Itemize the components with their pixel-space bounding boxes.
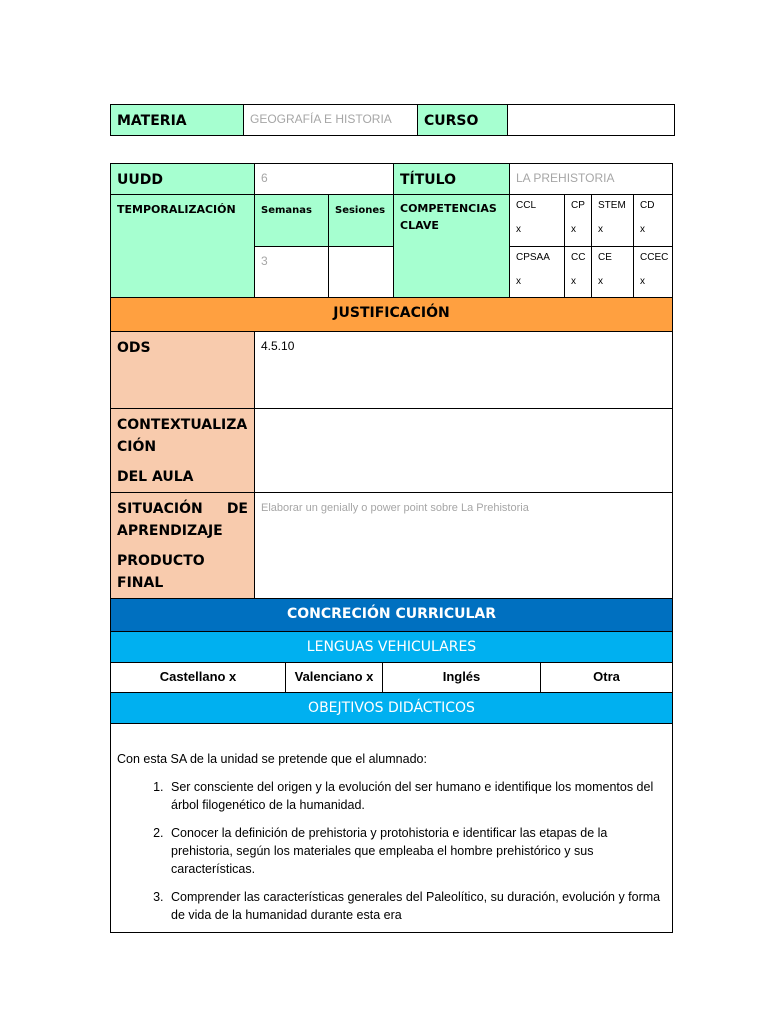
competencia-mark: x	[516, 276, 521, 287]
competencia-mark: x	[598, 276, 603, 287]
justificacion-heading-cell	[110, 297, 673, 332]
objetivo-item: 1. Ser consciente del origen y la evolución del ser humano e identifique los momentos del árbol filogenético de la humanidad.	[167, 778, 666, 814]
del-aula-label: DEL AULA	[117, 469, 194, 485]
contextualizacion-label: CONTEXTUALIZA	[117, 417, 248, 433]
objetivo-item: 3. Comprender las características generales del Paleolítico, su duración, evolución y forma de vida de la humanidad durante esta era	[167, 888, 666, 924]
competencia-mark: x	[571, 276, 576, 287]
situacion-value-cell	[254, 492, 673, 599]
titulo-value: LA PREHISTORIA	[516, 171, 615, 185]
competencia-mark: x	[640, 276, 645, 287]
aprendizaje-label: APRENDIZAJE	[117, 523, 223, 539]
competencias-label: COMPETENCIAS CLAVE	[400, 202, 497, 232]
competencia-code: CD	[640, 200, 655, 211]
contextualizacion-value-cell	[254, 408, 673, 493]
uudd-label: UUDD	[117, 172, 163, 188]
temporalizacion-label: TEMPORALIZACIÓN	[117, 203, 236, 216]
materia-value-cell	[243, 104, 418, 136]
competencia-cell	[509, 246, 565, 298]
competencia-cell	[564, 246, 592, 298]
sesiones-value-cell	[328, 246, 394, 298]
situacion-label: SITUACIÓN	[117, 501, 203, 517]
situacion-label-cell	[110, 492, 255, 599]
competencia-mark: x	[598, 224, 603, 235]
competencia-code: CCEC	[640, 252, 669, 263]
temporalizacion-label-cell	[110, 194, 255, 298]
lengua-cell	[110, 662, 286, 693]
competencia-cell	[633, 194, 673, 247]
lengua-cell	[540, 662, 673, 693]
lengua-cell	[382, 662, 541, 693]
lengua-otra: Otra	[593, 669, 620, 684]
competencia-cell	[564, 194, 592, 247]
objetivos-heading: OBEJTIVOS DIDÁCTICOS	[308, 700, 475, 716]
curso-label: CURSO	[424, 113, 479, 129]
materia-label: MATERIA	[117, 113, 187, 129]
objetivos-content-cell	[110, 723, 673, 933]
competencia-code: CP	[571, 200, 585, 211]
sesiones-label-cell	[328, 194, 394, 247]
objetivos-list	[117, 778, 666, 924]
lengua-castellano: Castellano x	[159, 669, 237, 684]
competencia-mark: x	[516, 224, 521, 235]
objetivo-item: 2. Conocer la definición de prehistoria y protohistoria e identificar las etapas de la prehistoria, según los materiales que empleaba el hombre prehistórico y sus características.	[167, 824, 666, 878]
semanas-label-cell	[254, 194, 329, 247]
uudd-value-cell	[254, 163, 394, 195]
objetivos-intro: Con esta SA de la unidad se pretende que el alumnado:	[117, 752, 427, 766]
semanas-value: 3	[261, 254, 268, 268]
producto-label: PRODUCTO	[117, 553, 205, 569]
contextualizacion-label-cell	[110, 408, 255, 493]
lengua-ingles: Inglés	[442, 669, 481, 684]
competencia-code: CE	[598, 252, 612, 263]
competencia-cell	[509, 194, 565, 247]
competencia-mark: x	[640, 224, 645, 235]
titulo-value-cell	[509, 163, 673, 195]
situacion-value: Elaborar un genially o power point sobre La Prehistoria	[261, 502, 529, 514]
concrecion-heading: CONCRECIÓN CURRICULAR	[286, 606, 497, 622]
ods-value-cell	[254, 331, 673, 409]
lenguas-heading: LENGUAS VEHICULARES	[306, 639, 477, 655]
concrecion-heading-cell	[110, 598, 673, 632]
lengua-cell	[285, 662, 383, 693]
competencia-code: CPSAA	[516, 252, 550, 263]
objetivos-heading-cell	[110, 692, 673, 724]
justificacion-heading: JUSTIFICACIÓN	[333, 305, 450, 321]
competencia-code: CC	[571, 252, 586, 263]
situacion-de-label: DE	[226, 501, 248, 517]
competencia-cell	[633, 246, 673, 298]
competencia-cell	[591, 246, 634, 298]
ods-label-cell	[110, 331, 255, 409]
contextualizacion-label: CIÓN	[117, 439, 157, 455]
lenguas-heading-cell	[110, 631, 673, 663]
semanas-value-cell	[254, 246, 329, 298]
titulo-label-cell	[393, 163, 510, 195]
uudd-value: 6	[261, 171, 268, 185]
final-label: FINAL	[117, 575, 164, 591]
competencia-code: STEM	[598, 200, 626, 211]
curso-label-cell	[417, 104, 508, 136]
materia-value: GEOGRAFÍA E HISTORIA	[250, 112, 392, 126]
semanas-label: Semanas	[261, 205, 312, 216]
curso-value-cell	[507, 104, 675, 136]
titulo-label: TÍTULO	[400, 172, 456, 188]
sesiones-label: Sesiones	[335, 205, 386, 216]
competencias-label-cell	[393, 194, 510, 298]
lengua-valenciano: Valenciano x	[294, 669, 374, 684]
competencia-code: CCL	[516, 200, 537, 211]
ods-value: 4.5.10	[261, 339, 295, 353]
situacion-label-row	[117, 498, 248, 520]
ods-label: ODS	[117, 340, 151, 356]
uudd-label-cell	[110, 163, 255, 195]
competencia-mark: x	[571, 224, 576, 235]
competencia-cell	[591, 194, 634, 247]
materia-label-cell	[110, 104, 244, 136]
